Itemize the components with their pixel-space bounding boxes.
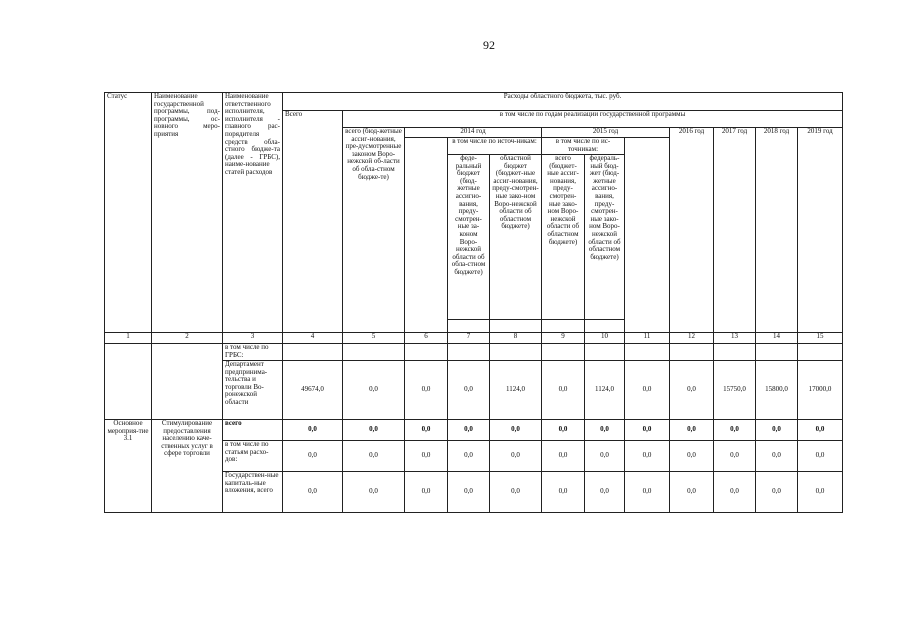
main-event-articles-value: 0,0: [670, 441, 714, 472]
dept-value: 1124,0: [585, 361, 625, 420]
column-number: 9: [542, 333, 585, 344]
column-number: 2: [152, 333, 223, 344]
header-federal-2015: федераль-ный бюд-жет (бюд-жетные ассигно-вания, преду-смотрен-ные зако-ном Воро-нежской области об областном бюджете): [585, 155, 625, 320]
page-number: 92: [483, 38, 495, 52]
main-event-articles-value: 0,0: [625, 441, 670, 472]
empty-name-cell: [152, 344, 223, 420]
dept-value: 0,0: [625, 361, 670, 420]
main-event-articles-value: 0,0: [283, 441, 343, 472]
header-by-years: в том числе по годам реализации государственной программы: [343, 111, 843, 128]
header-year-2016: 2016 год: [670, 128, 714, 333]
main-event-capital-value: 0,0: [542, 472, 585, 513]
main-event-total-value: 0,0: [714, 420, 756, 441]
header-empty-2015: [625, 138, 670, 333]
main-event-articles-value: 0,0: [756, 441, 798, 472]
main-event-articles-value: 0,0: [405, 441, 448, 472]
header-spacer: [448, 320, 490, 333]
dept-value: 49674,0: [283, 361, 343, 420]
column-number: 10: [585, 333, 625, 344]
header-spacer: [490, 320, 542, 333]
main-event-name: Стимулирование предоставления населению каче-ственных услуг в сфере торговли: [152, 420, 223, 513]
column-number: 3: [223, 333, 283, 344]
dept-value: 0,0: [448, 361, 490, 420]
main-event-capital-label: Государствен-ные капиталь-ные вложения, всего: [223, 472, 283, 513]
column-number-row: [105, 333, 843, 344]
dept-value: 1124,0: [490, 361, 542, 420]
header-status: Статус: [105, 93, 152, 333]
main-event-total-value: 0,0: [490, 420, 542, 441]
column-number: 11: [625, 333, 670, 344]
main-event-articles-label: в том числе по статьям расхо-дов:: [223, 441, 283, 472]
main-event-capital-value: 0,0: [448, 472, 490, 513]
header-all-funds: всего (бюд-жетные ассиг-нования, пре-дусмотренные законом Воро-нежской об-ласти об обла-стном бюдже-те): [343, 128, 405, 333]
main-event-capital-value: 0,0: [756, 472, 798, 513]
main-event-status: Основное мероприя-тие 3.1: [105, 420, 152, 513]
main-event-articles-value: 0,0: [585, 441, 625, 472]
column-number: 15: [798, 333, 843, 344]
main-event-total-value: 0,0: [798, 420, 843, 441]
main-event-total-value: 0,0: [542, 420, 585, 441]
header-executor: Наименование ответственного исполнителя, исполнителя - главного рас-порядителя средств обла-стного бюдже-та (далее - ГРБС), наиме-нование статей расходов: [223, 93, 283, 333]
header-spacer: [542, 320, 585, 333]
main-event-total-value: 0,0: [343, 420, 405, 441]
table-row: [105, 420, 843, 441]
header-year-2019: 2019 год: [798, 128, 843, 333]
main-event-articles-value: 0,0: [490, 441, 542, 472]
header-year-2017: 2017 год: [714, 128, 756, 333]
main-event-articles-value: 0,0: [542, 441, 585, 472]
dept-value: 0,0: [670, 361, 714, 420]
dept-value: 0,0: [405, 361, 448, 420]
main-event-total-value: 0,0: [405, 420, 448, 441]
dept-value: 15800,0: [756, 361, 798, 420]
dept-value: 0,0: [542, 361, 585, 420]
column-number: 1: [105, 333, 152, 344]
main-event-articles-value: 0,0: [798, 441, 843, 472]
column-number: 8: [490, 333, 542, 344]
header-expenses-title: Расходы областного бюджета, тыс. руб.: [283, 93, 843, 111]
main-event-total-value: 0,0: [448, 420, 490, 441]
header-incl-sources-2014: в том числе по источ-никам:: [448, 138, 542, 155]
header-year-2014: 2014 год: [405, 128, 542, 138]
main-event-capital-value: 0,0: [490, 472, 542, 513]
header-program-name: Наименование государственной программы, под-программы, ос-новного меро-приятия: [152, 93, 223, 333]
main-event-total-value: 0,0: [585, 420, 625, 441]
incl-grbs-label: в том числе по ГРБС:: [223, 344, 283, 361]
main-event-articles-value: 0,0: [343, 441, 405, 472]
column-number: 6: [405, 333, 448, 344]
main-event-capital-value: 0,0: [670, 472, 714, 513]
main-event-capital-value: 0,0: [283, 472, 343, 513]
column-number: 7: [448, 333, 490, 344]
header-all-2015: всего (бюджет-ные ассиг-нования, преду-смотрен-ные зако-ном Воро-нежской области об областном бюджете): [542, 155, 585, 320]
main-event-capital-value: 0,0: [714, 472, 756, 513]
main-event-articles-value: 0,0: [448, 441, 490, 472]
dept-value: 17000,0: [798, 361, 843, 420]
header-incl-sources-2015: в том числе по ис-точникам:: [542, 138, 625, 155]
column-number: 5: [343, 333, 405, 344]
header-regional-2014: областной бюджет (бюджет-ные ассиг-нования, преду-смотрен-ные зако-ном Воро-нежской области об областном бюджете): [490, 155, 542, 320]
dept-label: Департамент предпринима-тельства и торговли Во-ронежской области: [223, 361, 283, 420]
header-total: Всего: [283, 111, 343, 333]
column-number: 13: [714, 333, 756, 344]
main-event-total-value: 0,0: [625, 420, 670, 441]
column-number: 12: [670, 333, 714, 344]
main-event-total-value: 0,0: [670, 420, 714, 441]
main-event-total-value: 0,0: [756, 420, 798, 441]
empty-status-cell: [105, 344, 152, 420]
dept-value: 15750,0: [714, 361, 756, 420]
main-event-total-value: 0,0: [283, 420, 343, 441]
header-year-2015: 2015 год: [542, 128, 670, 138]
dept-value: 0,0: [343, 361, 405, 420]
header-federal-2014: феде-ральный бюджет (бюд-жетные ассигно-вания, преду-смотрен-ные за-коном Воро-нежской области об обла-стном бюджете): [448, 155, 490, 320]
main-event-capital-value: 0,0: [625, 472, 670, 513]
main-event-capital-value: 0,0: [798, 472, 843, 513]
header-empty-2014: [405, 138, 448, 333]
main-event-capital-value: 0,0: [343, 472, 405, 513]
header-year-2018: 2018 год: [756, 128, 798, 333]
main-event-capital-value: 0,0: [405, 472, 448, 513]
main-event-total-label: всего: [223, 420, 283, 441]
main-event-articles-value: 0,0: [714, 441, 756, 472]
main-event-capital-value: 0,0: [585, 472, 625, 513]
column-number: 4: [283, 333, 343, 344]
budget-table: [104, 92, 843, 513]
column-number: 14: [756, 333, 798, 344]
